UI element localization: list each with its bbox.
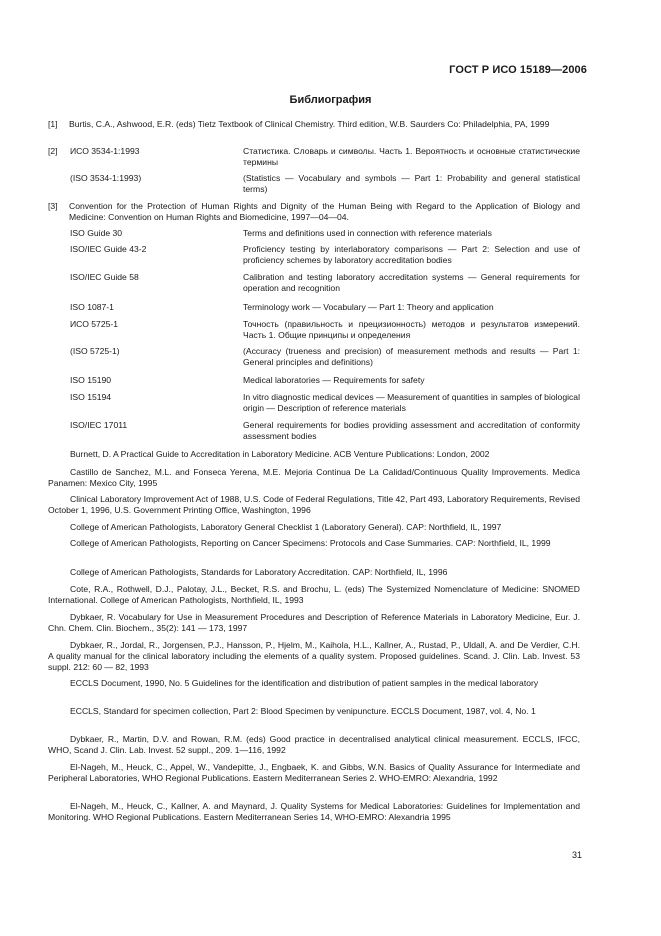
reference-number: [2] [48,146,58,156]
standard-designation: ГОСТ Р ИСО 15189—2006 [449,64,587,76]
standard-code: ISO Guide 30 [70,228,123,238]
standard-title: Точность (правильность и прецизионность) методов и результатов измерений. Часть 1. Общие принципы и определения [243,319,580,341]
reference-2-row [70,146,580,168]
bibliography-entry: Cote, R.A., Rothwell, D.J., Palotay, J.L., Becket, R.S. and Brochu, L. (eds) The Systemized Nomenclature of Medicine: SNOMED International. College of American Pathologists, Northfield, IL, 1993 [48,584,580,606]
page-title: Библиография [289,94,372,106]
standard-title: (Accuracy (trueness and precision) of measurement methods and results — Part 1: General principles and definitions) [243,346,580,368]
reference-number: [3] [48,201,58,211]
bibliography-entry: College of American Pathologists, Standards for Laboratory Accreditation. CAP: Northfield, IL, 1996 [70,567,448,577]
standard-row [70,244,580,266]
standard-title: (Statistics — Vocabulary and symbols — Part 1: Probability and general statistical terms) [243,173,580,195]
bibliography-entry: Castillo de Sanchez, M.L. and Fonseca Yerena, M.E. Mejoria Continua De La Calidad/Continuous Quality Improvements. Medica Panamen: Mexico City, 1995 [48,467,580,489]
bibliography-entry: Dybkaer, R., Jordal, R., Jorgensen, P.J., Hansson, P., Hjelm, M., Kaihola, H.L., Kallner, A., Rustad, P., Uldall, A. and De Verdier, C.H. A quality manual for the clinical laboratory including the elements of a quality system. Proposed guidelines. Scand. J. Clin. Lab. Invest. 53 suppl. 212: 60 — 82, 1993 [48,640,580,673]
bibliography-entry: ECCLS Document, 1990, No. 5 Guidelines for the identification and distribution of patient samples in the medical laboratory [70,678,539,688]
standard-code: ISO 15190 [70,375,112,385]
standard-title: Статистика. Словарь и символы. Часть 1. Вероятность и основные статистические термины [243,146,580,168]
standard-row [70,302,580,313]
bibliography-entry: College of American Pathologists, Laboratory General Checklist 1 (Laboratory General). CAP: Northfield, IL, 1997 [70,522,502,532]
reference-2-english-row [70,173,580,195]
bibliography-entry: ECCLS, Standard for specimen collection, Part 2: Blood Specimen by venipuncture. ECCLS Document, 1987, vol. 4, No. 1 [70,706,536,716]
standard-title: Medical laboratories — Requirements for safety [243,375,425,385]
standard-row [70,319,580,341]
standard-title: Terms and definitions used in connection with reference materials [243,228,492,238]
bibliography-entry: El-Nageh, M., Heuck, C., Appel, W., Vandepitte, J., Engbaek, K. and Gibbs, W.N. Basics of Quality Assurance for Intermediate and Peripheral Laboratories, WHO Regional Publications. Eastern Mediterranean Series 2. WHO-EMRO: Alexandria, 1992 [48,762,580,784]
standard-title: Terminology work — Vocabulary — Part 1: Theory and application [243,302,494,312]
reference-number: [1] [48,119,58,129]
standard-code: ISO 1087-1 [70,302,114,312]
bibliography-entry: Dybkaer, R., Martin, D.V. and Rowan, R.M. (eds) Good practice in decentralised analytical clinical measurement. ECCLS, IFCC, WHO, Scand J. Clin. Lab. Invest. 52 suppl., 209. 1—116, 1992 [48,734,580,756]
standard-title: In vitro diagnostic medical devices — Measurement of quantities in samples of biological origin — Description of reference materials [243,392,580,414]
standard-title: Proficiency testing by interlaboratory comparisons — Part 2: Selection and use of proficiency schemes by laboratory accreditation bodies [243,244,580,266]
standard-code: ИСО 5725-1 [70,319,119,329]
page-number: 31 [571,850,582,860]
reference-text: Convention for the Protection of Human Rights and Dignity of the Human Being with Regard to the Application of Biology and Medicine: Convention on Human Rights and Biomedicine, 1997—04—04. [69,201,580,223]
standard-code: ISO 15194 [70,392,112,402]
standard-code: (ISO 5725-1) [70,346,120,356]
reference-3 [48,201,580,223]
standard-title: Calibration and testing laboratory accreditation systems — General requirements for operation and recognition [243,272,580,294]
standard-code: ISO/IEC 17011 [70,420,128,430]
standard-row [70,346,580,368]
reference-1 [48,119,580,130]
standard-title: General requirements for bodies providing assessment and accreditation of conformity assessment bodies [243,420,580,442]
reference-text: Burtis, C.A., Ashwood, E.R. (eds) Tietz Textbook of Clinical Chemistry. Third edition, W.B. Saurders Co: Philadelphia, PA, 1999 [69,119,550,129]
bibliography-entry: Clinical Laboratory Improvement Act of 1988, U.S. Code of Federal Regulations, Title 42, Part 493, Laboratory Requirements, Revised October 1, 1996, U.S. Government Printing Office, Washington, 1996 [48,494,580,516]
standard-row [70,392,580,414]
standard-row [70,420,580,442]
bibliography-entry: Burnett, D. A Practical Guide to Accreditation in Laboratory Medicine. ACB Venture Publications: London, 2002 [70,449,490,459]
bibliography-entry: Dybkaer, R. Vocabulary for Use in Measurement Procedures and Description of Reference Materials in Laboratory Medicine, Eur. J. Chn. Chem. Clin. Biochem., 35(2): 141 — 173, 1997 [48,612,580,634]
standard-code: (ISO 3534-1:1993) [70,173,142,183]
bibliography-entry: El-Nageh, M., Heuck, C., Kallner, A. and Maynard, J. Quality Systems for Medical Laboratories: Guidelines for Implementation and Monitoring. WHO Regional Publications. Eastern Mediterranean Series 14, WHO-EMRO: Alexandria 1995 [48,801,580,823]
standard-code: ИСО 3534-1:1993 [70,146,140,156]
bibliography-entry: College of American Pathologists, Reporting on Cancer Specimens: Protocols and Case Summaries. CAP: Northfield, IL, 1999 [70,538,551,548]
standard-code: ISO/IEC Guide 58 [70,272,139,282]
standard-row [70,375,580,386]
standard-row [70,272,580,294]
standard-code: ISO/IEC Guide 43-2 [70,244,147,254]
standard-row [70,228,580,239]
